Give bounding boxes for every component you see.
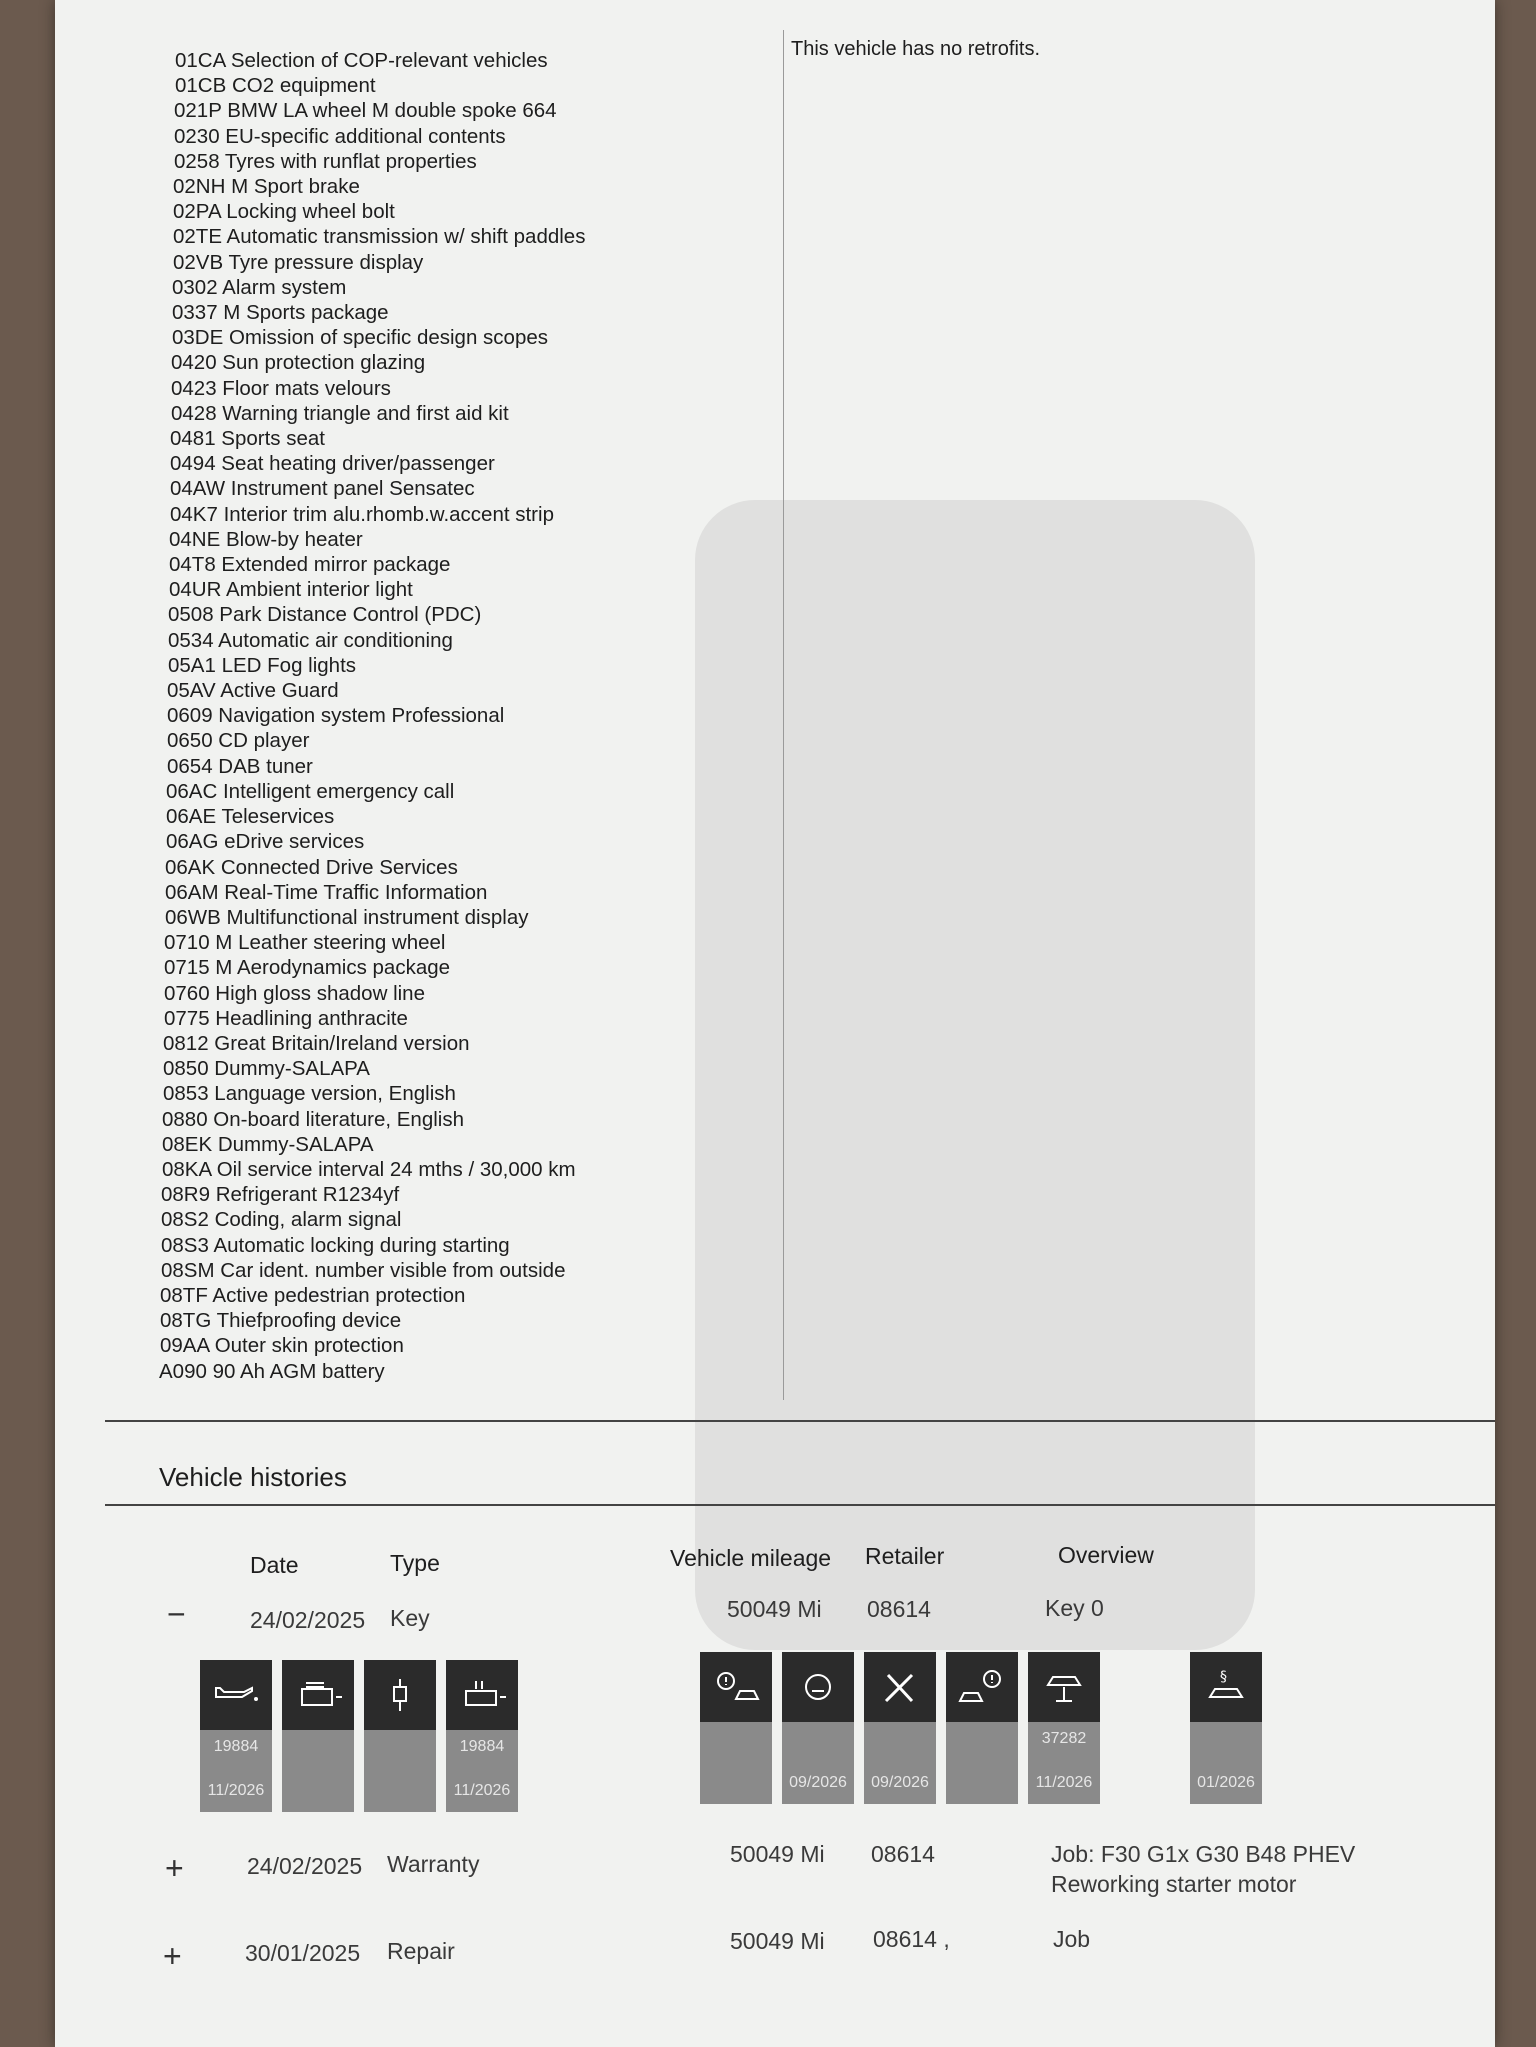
header-type: Type [390,1550,440,1576]
service-tile [782,1652,854,1804]
tile-due-date: 11/2026 [207,1782,265,1799]
option-item: 08SM Car ident. number visible from outside [161,1258,566,1282]
service-tiles-left [200,1660,518,1812]
option-item: 04NE Blow-by heater [169,527,363,551]
vehicle-inspection-icon [1190,1652,1262,1722]
option-item: 0428 Warning triangle and first aid kit [171,401,509,425]
column-divider [783,30,784,1400]
option-item: 06AC Intelligent emergency call [166,779,455,803]
tile-due-date: 09/2026 [871,1774,929,1791]
option-item: 06WB Multifunctional instrument display [165,905,529,929]
brake-warning-front-icon [700,1652,772,1722]
option-item: 0710 M Leather steering wheel [164,931,446,955]
option-item: 03DE Omission of specific design scopes [172,326,549,350]
option-item: 0534 Automatic air conditioning [168,628,453,652]
option-item: A090 90 Ah AGM battery [159,1359,385,1383]
row-overview: Key 0 [1045,1595,1104,1621]
row-mileage: 50049 Mi [727,1596,822,1622]
option-item: 0337 M Sports package [172,301,389,325]
service-tile [700,1652,772,1804]
vehicle-lift-icon [1028,1652,1100,1722]
option-item: 04K7 Interior trim alu.rhomb.w.accent strip [170,502,554,526]
service-tile [282,1660,354,1812]
tile-mileage: 37282 [1041,1730,1087,1747]
shadow-overlay [695,500,1255,1650]
expand-toggle[interactable]: + [163,1938,182,1974]
option-item: 02TE Automatic transmission w/ shift paddles [173,225,586,249]
service-tiles-right [700,1652,1262,1804]
option-item: 0880 On-board literature, English [162,1107,464,1131]
option-item: 08TF Active pedestrian protection [160,1283,466,1307]
service-tile [446,1660,518,1812]
row-mileage: 50049 Mi [730,1928,825,1954]
tile-due-date: 11/2026 [453,1782,511,1799]
row-date: 24/02/2025 [250,1607,366,1633]
option-item: 09AA Outer skin protection [160,1334,404,1358]
section-divider-bottom [105,1504,1495,1506]
option-item: 0420 Sun protection glazing [171,351,426,375]
header-date: Date [250,1552,299,1578]
option-item: 08S2 Coding, alarm signal [161,1208,402,1232]
row-type: Warranty [387,1851,480,1877]
brake-fluid-icon [782,1652,854,1722]
tile-mileage: 19884 [213,1738,259,1755]
option-item: 02NH M Sport brake [173,175,360,199]
option-item: 04T8 Extended mirror package [169,553,451,577]
header-overview: Overview [1058,1542,1154,1568]
option-item: 08KA Oil service interval 24 mths / 30,000 km [162,1157,576,1181]
service-tools-icon [864,1652,936,1722]
option-item: 0715 M Aerodynamics package [164,956,451,980]
svg-text:§: § [1220,1669,1227,1685]
option-item: 06AG eDrive services [166,830,365,854]
row-retailer: 08614 [871,1841,935,1867]
tile-due-date: 11/2026 [1035,1774,1093,1791]
document-page [55,0,1495,2047]
option-item: 02PA Locking wheel bolt [173,200,395,224]
row-retailer: 08614 , [873,1926,950,1952]
service-tile [1190,1652,1262,1804]
option-item: 0423 Floor mats velours [171,376,391,400]
option-item: 04AW Instrument panel Sensatec [170,477,475,501]
row-overview: Job: F30 G1x G30 B48 PHEV [1051,1841,1356,1867]
option-item: 08R9 Refrigerant R1234yf [161,1183,400,1207]
option-item: 0230 EU-specific additional contents [174,124,506,148]
option-item: 0654 DAB tuner [167,754,313,778]
brake-warning-rear-icon [946,1652,1018,1722]
option-item: 06AK Connected Drive Services [165,855,458,879]
option-item: 0760 High gloss shadow line [164,981,425,1005]
tile-due-date: 01/2026 [1197,1774,1255,1791]
option-item: 01CB CO2 equipment [175,74,376,98]
row-date: 24/02/2025 [247,1853,363,1879]
header-retailer: Retailer [865,1543,945,1569]
air-filter-icon [282,1660,354,1730]
option-item: 0508 Park Distance Control (PDC) [168,603,482,627]
row-type: Repair [387,1938,455,1964]
option-item: 021P BMW LA wheel M double spoke 664 [174,99,557,123]
option-item: 08S3 Automatic locking during starting [161,1233,510,1257]
service-tile [364,1660,436,1812]
option-item: 05A1 LED Fog lights [168,653,357,677]
option-item: 0481 Sports seat [170,427,325,451]
options-list [159,48,695,1384]
option-item: 0812 Great Britain/Ireland version [163,1031,470,1055]
option-item: 0850 Dummy-SALAPA [163,1057,370,1081]
expand-toggle[interactable]: + [165,1850,184,1886]
fuel-filter-icon [446,1660,518,1730]
option-item: 08TG Thiefproofing device [160,1309,402,1333]
header-mileage: Vehicle mileage [670,1545,832,1571]
service-tile [1028,1652,1100,1804]
service-tile [200,1660,272,1812]
row-overview: Job [1053,1926,1091,1952]
option-item: 0853 Language version, English [163,1082,456,1106]
option-item: 0258 Tyres with runflat properties [174,149,477,173]
option-item: 01CA Selection of COP-relevant vehicles [175,49,548,72]
option-item: 0609 Navigation system Professional [167,704,505,728]
option-item: 08EK Dummy-SALAPA [162,1132,374,1156]
service-tile [864,1652,936,1804]
collapse-toggle[interactable]: − [167,1596,186,1632]
option-item: 05AV Active Guard [167,679,339,703]
tile-mileage: 19884 [459,1738,505,1755]
spark-plug-icon [364,1660,436,1730]
retrofits-text: This vehicle has no retrofits. [791,38,1040,60]
tile-due-date: 09/2026 [789,1774,847,1791]
option-item: 0775 Headlining anthracite [164,1006,408,1030]
option-item: 02VB Tyre pressure display [173,250,424,274]
row-type: Key [390,1605,430,1631]
row-overview-detail: Reworking starter motor [1051,1871,1297,1897]
option-item: 0494 Seat heating driver/passenger [170,452,495,476]
section-divider-top [105,1420,1495,1422]
histories-title: Vehicle histories [159,1462,347,1492]
option-item: 0302 Alarm system [172,275,347,299]
row-date: 30/01/2025 [245,1940,361,1966]
row-mileage: 50049 Mi [730,1841,825,1867]
option-item: 06AM Real-Time Traffic Information [165,880,488,904]
option-item: 04UR Ambient interior light [169,578,413,602]
option-item: 06AE Teleservices [166,805,335,829]
service-tile [946,1652,1018,1804]
row-retailer: 08614 [867,1596,931,1622]
oil-can-icon [200,1660,272,1730]
option-item: 0650 CD player [167,729,310,753]
